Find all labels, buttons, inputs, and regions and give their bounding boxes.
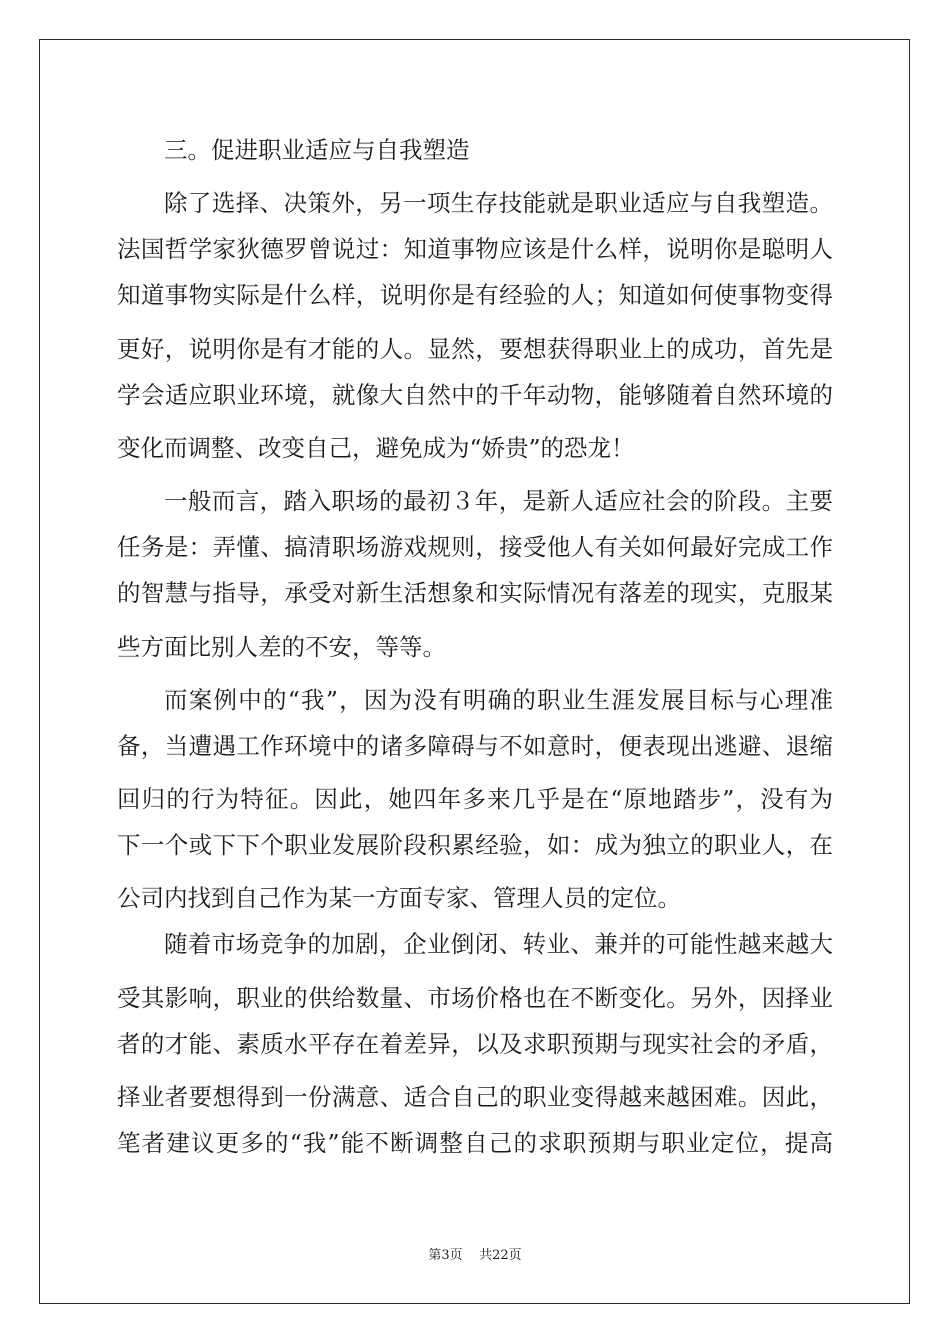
- text-line: 随着市场竞争的加剧，企业倒闭、转业、兼并的可能性越来越大: [164, 930, 833, 958]
- page-number: 第3页: [428, 1248, 463, 1263]
- text-line: 知道事物实际是什么样，说明你是有经验的人；知道如何使事物变得: [117, 281, 833, 309]
- section-heading: 三。促进职业适应与自我塑造: [164, 136, 470, 164]
- text-line: 回归的行为特征。因此，她四年多来几乎是在“原地踏步”，没有为: [117, 785, 833, 813]
- text-line: 受其影响，职业的供给数量、市场价格也在不断变化。另外，因择业: [117, 984, 833, 1012]
- text-line: 而案例中的“我”，因为没有明确的职业生涯发展目标与心理准: [164, 686, 833, 714]
- text-line: 学会适应职业环境，就像大自然中的千年动物，能够随着自然环境的: [117, 381, 833, 409]
- text-line: 除了选择、决策外，另一项生存技能就是职业适应与自我塑造。: [164, 189, 833, 217]
- text-line: 些方面比别人差的不安，等等。: [117, 633, 446, 661]
- text-line: 法国哲学家狄德罗曾说过：知道事物应该是什么样，说明你是聪明人: [117, 235, 833, 263]
- text-line: 备，当遭遇工作环境中的诸多障碍与不如意时，便表现出逃避、退缩: [117, 732, 833, 760]
- text-line: 的智慧与指导，承受对新生活想象和实际情况有落差的现实，克服某: [117, 579, 833, 607]
- text-line: 更好，说明你是有才能的人。显然，要想获得职业上的成功，首先是: [117, 335, 833, 363]
- page-total: 共22页: [479, 1248, 522, 1263]
- text-line: 下一个或下下个职业发展阶段积累经验，如：成为独立的职业人，在: [117, 831, 833, 859]
- text-line: 一般而言，踏入职场的最初３年，是新人适应社会的阶段。主要: [164, 487, 833, 515]
- text-line: 公司内找到自己作为某一方面专家、管理人员的定位。: [117, 884, 681, 912]
- text-line: 笔者建议更多的“我”能不断调整自己的求职预期与职业定位，提高: [117, 1129, 833, 1157]
- text-line: 者的才能、素质水平存在着差异，以及求职预期与现实社会的矛盾，: [117, 1030, 833, 1058]
- text-line: 变化而调整、改变自己，避免成为“娇贵”的恐龙！: [117, 434, 635, 462]
- footer-gap: [463, 1248, 480, 1263]
- text-line: 任务是：弄懂、搞清职场游戏规则，接受他人有关如何最好完成工作: [117, 533, 833, 561]
- page-footer: [0, 1247, 950, 1265]
- text-line: 择业者要想得到一份满意、适合自己的职业变得越来越困难。因此，: [117, 1083, 833, 1111]
